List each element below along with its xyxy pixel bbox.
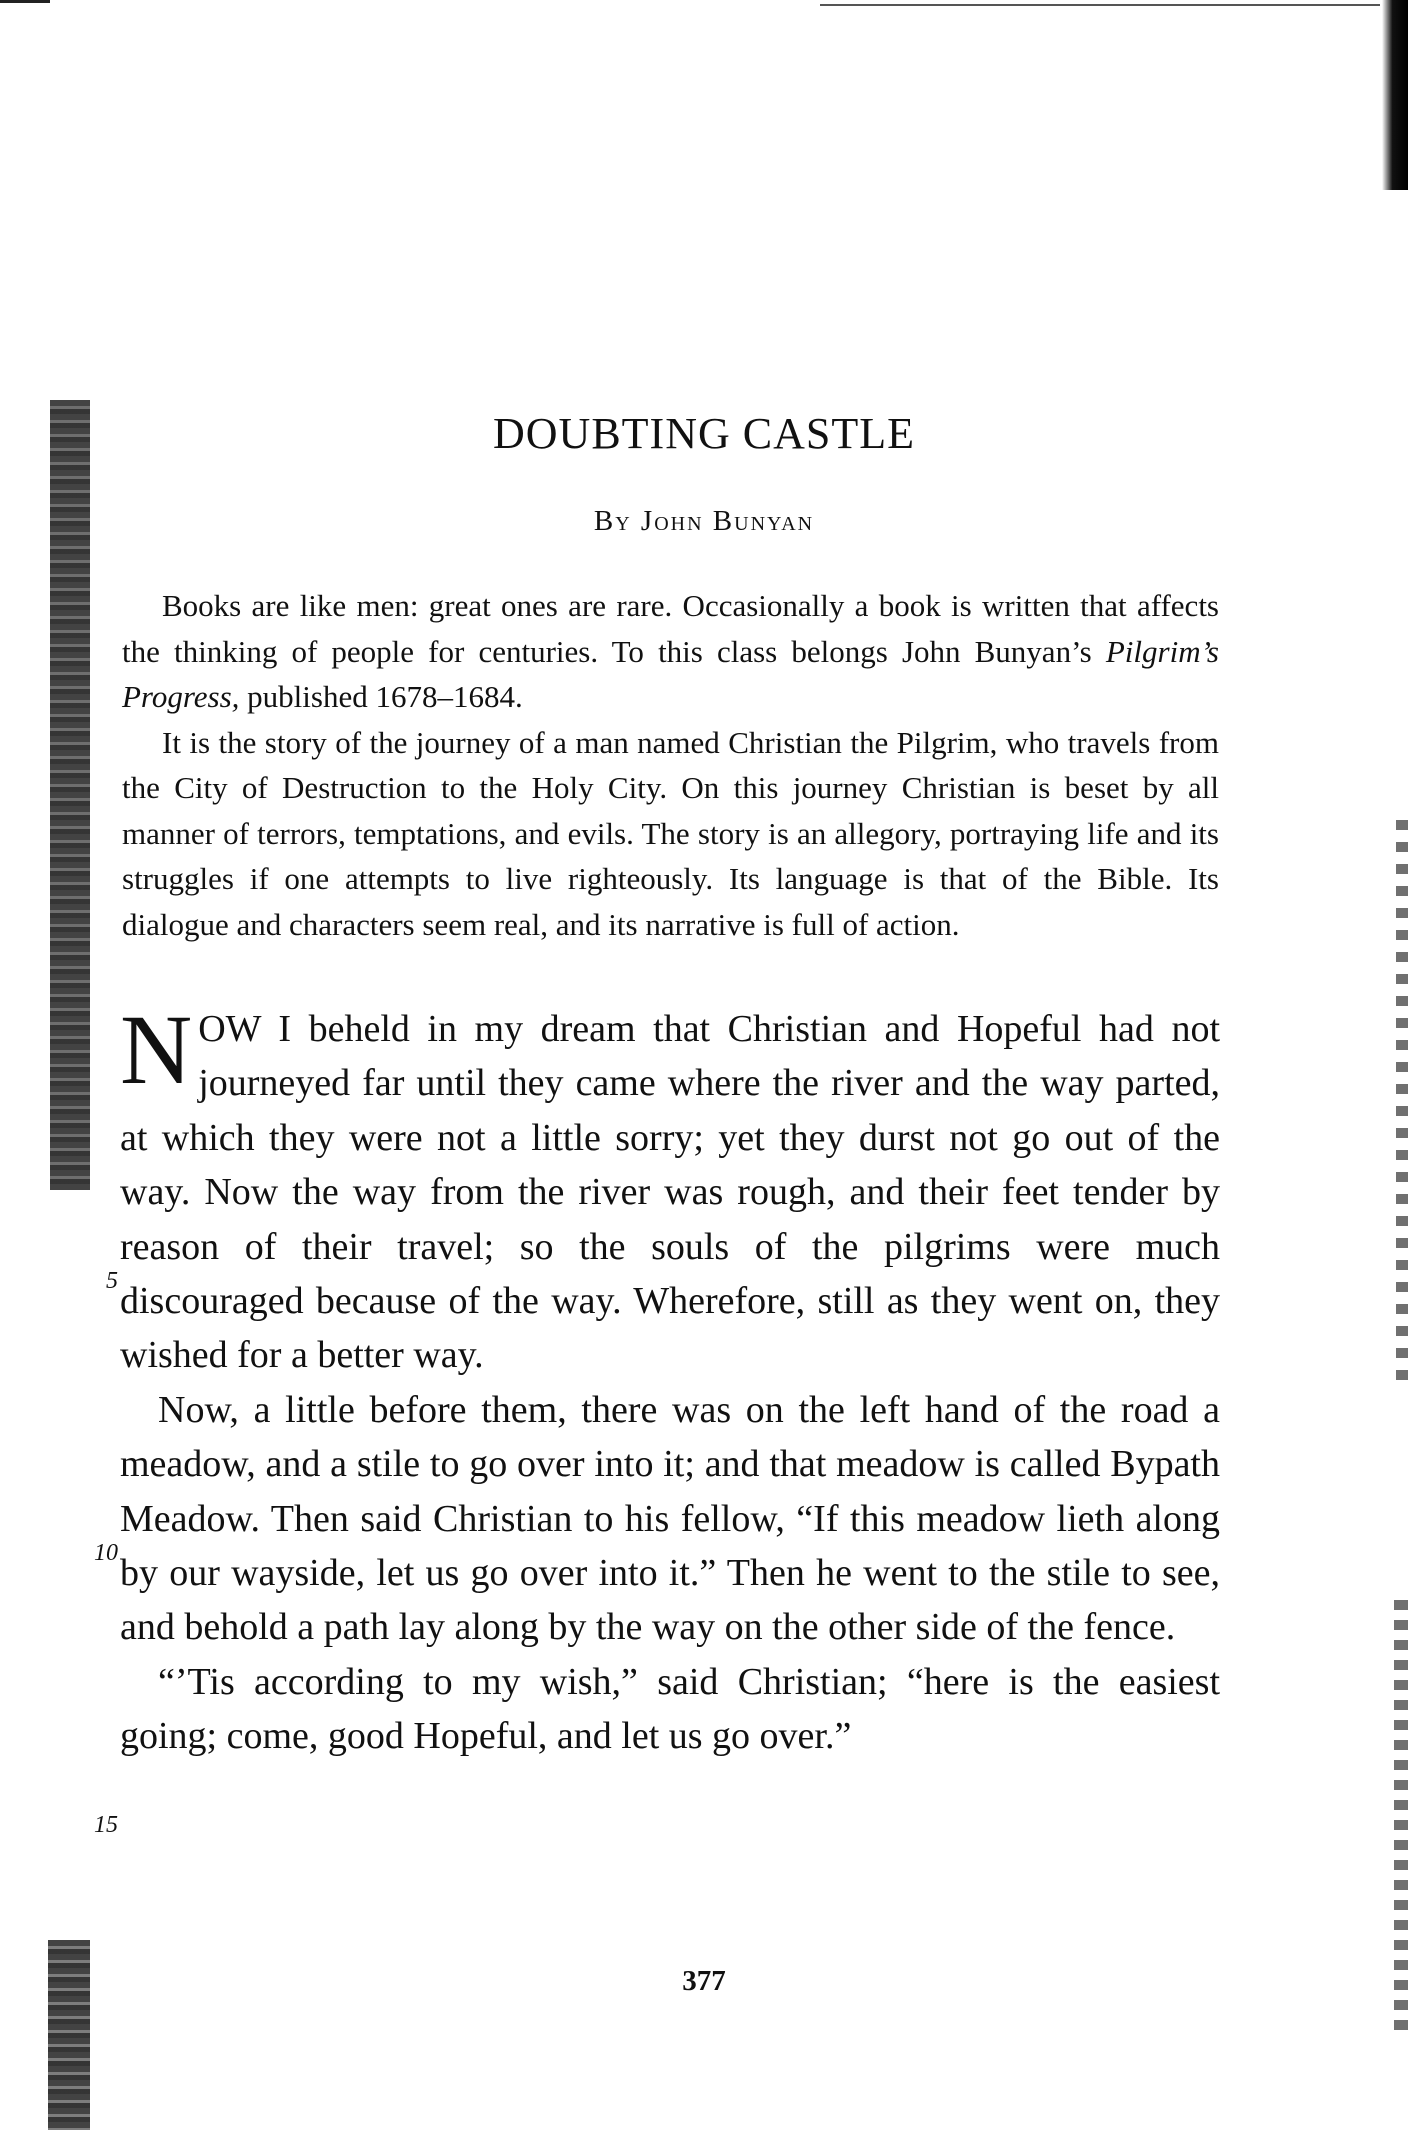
line-number-15: 15 <box>94 1812 118 1838</box>
author-byline: By John Bunyan <box>593 505 815 537</box>
body-paragraph-2: Now, a little before them, there was on the left hand of the road a meadow, and a stile to go over into it; and that meadow is called Bypath Meadow. Then said Christian to his fellow, “If this meadow lieth along by our wayside, let us go over into it.” Then he went to the stile to see, and behold a path lay along by the way on the other side of the fence. <box>120 1388 1220 1649</box>
body-p1-text: OW I beheld in my dream that Christian and Hopeful had not journeyed far until they came where the river and the way parted, at which they were not a little sorry; yet they durst not go out of the way. Now the way from the river was rough, and their feet tender by reason of their travel; so the souls of the pilgrims were much discouraged because of the way. Wherefore, still as they went on, they wished for a better way. <box>120 1008 1220 1377</box>
scan-artifact-top-right <box>820 4 1380 6</box>
intro-paragraph-1 <box>122 583 1219 720</box>
book-title-italic: Pilgrim’s Progress, <box>122 633 1219 714</box>
intro-p1-text-b: published 1678–1684. <box>239 679 523 714</box>
body-paragraph-3: “’Tis according to my wish,” said Christian; “here is the easiest going; come, good Hopeful, and let us go over.” <box>120 1660 1220 1758</box>
scan-artifact-right-corner <box>1382 0 1408 190</box>
scan-artifact-top-left <box>0 0 50 3</box>
page-number: 377 <box>682 1965 726 1997</box>
intro-section <box>122 583 1219 947</box>
drop-cap: N <box>120 994 193 1105</box>
intro-paragraph-2: It is the story of the journey of a man named Christian the Pilgrim, who travels from the City of Destruction to the Holy City. On this journey Christian is beset by all manner of terrors, temptations, and evils. The story is an allegory, portraying life and its struggles if one attempts to live righteously. Its language is that of the Bible. Its dialogue and characters seem real, and its narrative is full of action. <box>122 724 1219 942</box>
intro-p1-text-a: Books are like men: great ones are rare. Occasionally a book is written that affects the thinking of people for centuries. To this class belongs John Bunyan’s <box>122 588 1219 669</box>
body-paragraph-1 <box>120 994 1220 1383</box>
scan-artifact-right-edge <box>1396 820 1408 1380</box>
line-number-10: 10 <box>94 1540 118 1566</box>
page-title: DOUBTING CASTLE <box>493 409 915 458</box>
story-body <box>120 994 1220 1764</box>
line-number-5: 5 <box>106 1268 118 1294</box>
